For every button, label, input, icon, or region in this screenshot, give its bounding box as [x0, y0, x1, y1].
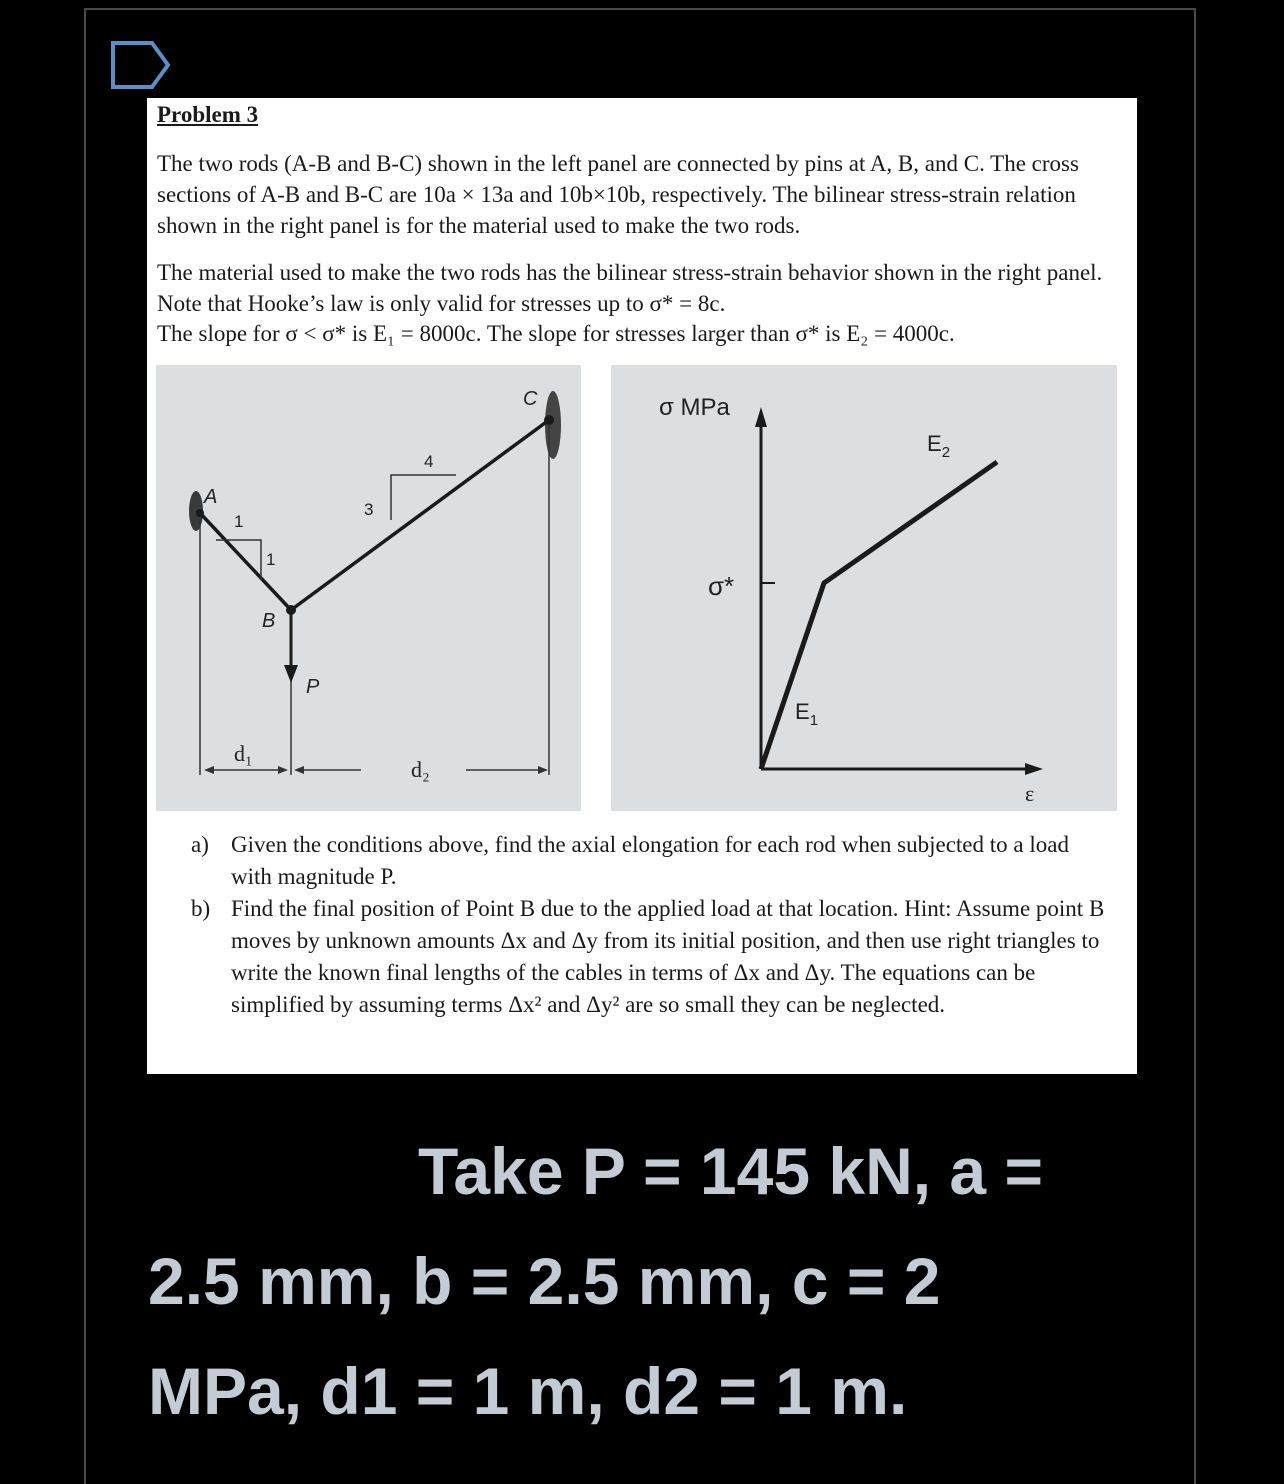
e2-label: $E_2$ — [927, 431, 951, 461]
label-p: P — [306, 676, 320, 698]
given-values — [148, 1116, 1148, 1446]
question-a-label: a) — [191, 832, 209, 857]
question-b-label: b) — [191, 896, 211, 921]
rod-ab — [200, 513, 291, 610]
y-axis-label: σ MPa — [659, 394, 730, 421]
given-line-3: MPa, d1 = 1 m, d2 = 1 m. — [148, 1354, 908, 1428]
label-slope2-v: 3 — [364, 500, 374, 519]
question-a — [191, 829, 1111, 893]
x-axis-label: ε — [1025, 781, 1035, 806]
x-axis-arrowhead — [1025, 763, 1043, 775]
given-line-2: 2.5 mm, b = 2.5 mm, c = 2 — [148, 1244, 941, 1318]
slope-triangle-ab — [216, 540, 261, 580]
question-b-text: Find the final position of Point B due to the applied load at that location. Hint: Assume point B moves by unknown amounts Δx and Δy from its initial position, and then use right triangles to write the known final lengths of the cables in terms of Δx and Δy. The equations can be simplified by assuming terms Δx² and Δy² are so small they can be neglected. — [231, 896, 1105, 1017]
question-a-text: Given the conditions above, find the axial elongation for each rod when subjected to a load with magnitude P. — [231, 832, 1069, 889]
label-slope1-v: 1 — [266, 550, 276, 569]
question-b — [191, 893, 1111, 1021]
rod-bc — [291, 420, 549, 610]
problem-sheet — [147, 98, 1137, 1074]
problem-paragraph-3: The slope for σ < σ* is E₁ = 8000c. The slope for stresses larger than σ* is E₂ = 4000c. — [157, 321, 955, 346]
label-b: B — [262, 610, 276, 632]
load-arrowhead — [284, 665, 298, 683]
question-list — [191, 829, 1111, 1021]
y-axis-arrowhead — [755, 407, 767, 427]
label-a: A — [204, 486, 218, 508]
problem-title: Problem 3 — [157, 102, 259, 127]
label-slope1-h: 1 — [234, 512, 244, 531]
problem-paragraph-1: The two rods (A-B and B-C) shown in the left panel are connected by pins at A, B, and C. The cross sections of A-B and B-C are 10a × 13a and 10b×10b, respectively. The bilinear stress-strain relation shown in the right panel is for the material used to make the two rods. — [157, 151, 1079, 238]
label-slope2-h: 4 — [424, 452, 434, 471]
given-line-1: Take P = 145 kN, a = — [418, 1134, 1044, 1208]
sigma-star-label: σ* — [708, 571, 735, 601]
e1-label: $E_1$ — [795, 699, 819, 729]
document-icon[interactable] — [110, 40, 172, 90]
problem-paragraph-2: The material used to make the two rods has the bilinear stress-strain behavior shown in the right panel. Note that Hooke’s law is only valid for stresses up to σ* = 8c. — [157, 260, 1103, 316]
pin-a — [196, 509, 204, 517]
rod-diagram — [156, 365, 581, 811]
support-c-shading — [545, 391, 561, 459]
stress-strain-diagram — [611, 365, 1117, 811]
label-c: C — [523, 388, 538, 410]
label-d1: d₁ — [234, 741, 253, 766]
pin-c — [544, 415, 554, 425]
label-d2: d₂ — [411, 757, 430, 782]
